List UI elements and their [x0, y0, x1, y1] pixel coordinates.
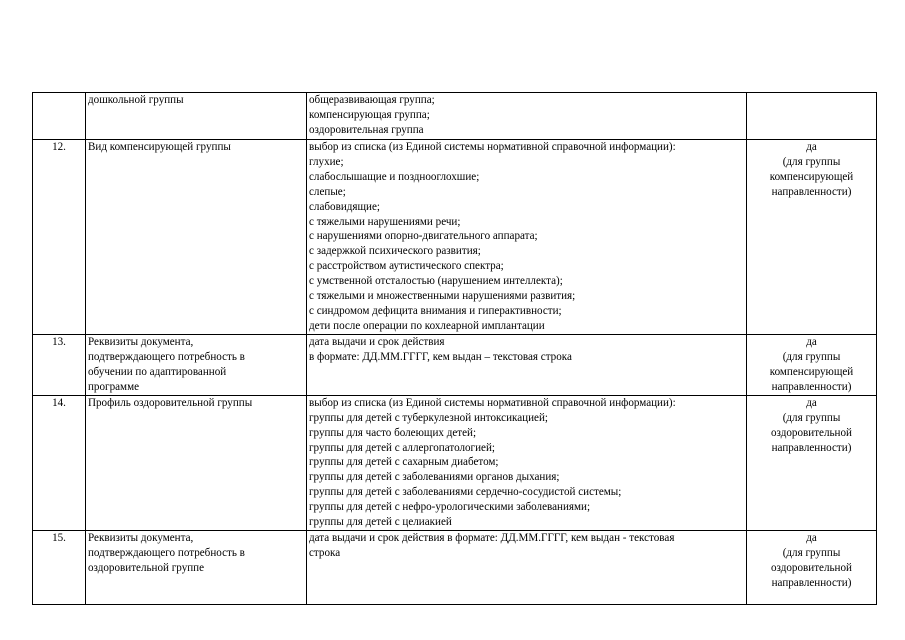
field-required-line: направленности) — [771, 576, 852, 589]
field-required-cell — [747, 334, 877, 395]
field-format-line: слабослышащие и позднооглохшие; — [309, 170, 480, 183]
table-row — [33, 395, 877, 530]
field-format-cell — [307, 530, 747, 604]
field-format-cell — [307, 334, 747, 395]
field-format-line: дата выдачи и срок действия — [309, 335, 445, 348]
field-format-line: группы для детей с целиакией — [309, 516, 452, 529]
field-format-line: с синдромом дефицита внимания и гиперактивности; — [309, 304, 562, 317]
field-name-line: Реквизиты документа, — [88, 531, 194, 544]
field-format-line: слепые; — [309, 185, 346, 198]
field-format-line: выбор из списка (из Единой системы нормативной справочной информации): — [309, 396, 676, 409]
field-format-line: дата выдачи и срок действия в формате: ДД.ММ.ГГГГ, кем выдан - текстовая — [309, 531, 675, 544]
row-number: 13. — [52, 335, 66, 348]
field-required-cell — [747, 395, 877, 530]
table-row — [33, 140, 877, 335]
field-required-cell — [747, 93, 877, 140]
field-format-line: с тяжелыми нарушениями речи; — [309, 215, 461, 228]
row-number-cell — [33, 93, 86, 140]
field-format-line: в формате: ДД.ММ.ГГГГ, кем выдан – текстовая строка — [309, 350, 572, 363]
field-format-cell — [307, 140, 747, 335]
field-format-line: строка — [309, 546, 341, 559]
field-format-cell — [307, 93, 747, 140]
field-format-line: с тяжелыми и множественными нарушениями развития; — [309, 290, 576, 303]
field-name-cell — [86, 395, 307, 530]
field-name-line: оздоровительной группе — [88, 561, 205, 574]
field-required-line: да — [806, 335, 817, 348]
field-format-cell — [307, 395, 747, 530]
field-format-line: группы для детей с нефро-урологическими заболеваниями; — [309, 501, 591, 514]
table-body — [33, 93, 877, 605]
field-required-line: да — [806, 396, 817, 409]
field-name-cell — [86, 334, 307, 395]
field-format-line: глухие; — [309, 155, 344, 168]
row-number-cell — [33, 140, 86, 335]
field-name-line: Профиль оздоровительной группы — [88, 396, 253, 409]
field-format-line: группы для детей с аллергопатологией; — [309, 441, 495, 454]
row-number-cell — [33, 334, 86, 395]
field-name-line: подтверждающего потребность в — [88, 350, 245, 363]
row-number: 14. — [52, 396, 66, 409]
field-format-line: группы для детей с туберкулезной интоксикацией; — [309, 411, 548, 424]
field-required-cell — [747, 530, 877, 604]
row-number: 12. — [52, 141, 66, 153]
table-row — [33, 93, 877, 140]
field-name-line: обучении по адаптированной — [88, 365, 227, 378]
row-number-cell — [33, 395, 86, 530]
field-required-line: (для группы — [782, 155, 841, 168]
table-row — [33, 530, 877, 604]
field-required-line: да — [806, 141, 817, 153]
field-format-line: выбор из списка (из Единой системы нормативной справочной информации): — [309, 141, 676, 153]
field-format-line: дети после операции по кохлеарной имплантации — [309, 319, 545, 332]
field-name-line: Реквизиты документа, — [88, 335, 194, 348]
field-format-line: группы для часто болеющих детей; — [309, 426, 477, 439]
field-required-line: компенсирующей — [769, 170, 854, 183]
row-number: 15. — [52, 531, 66, 544]
field-name-line: программе — [88, 380, 140, 393]
field-format-line: слабовидящие; — [309, 200, 380, 213]
field-format-line: общеразвивающая группа; — [309, 94, 435, 106]
field-required-line: компенсирующей — [769, 365, 854, 378]
table-row — [33, 334, 877, 395]
document-table — [32, 92, 877, 605]
field-format-line: группы для детей с заболеваниями сердечно-сосудистой системы; — [309, 486, 622, 499]
row-number-cell — [33, 530, 86, 604]
field-format-line: оздоровительная группа — [309, 123, 424, 136]
field-format-line: с умственной отсталостью (нарушением интеллекта); — [309, 275, 563, 288]
field-required-line: да — [806, 531, 817, 544]
field-name-line: подтверждающего потребность в — [88, 546, 245, 559]
field-format-line: с расстройством аутистического спектра; — [309, 260, 504, 273]
field-required-line: направленности) — [771, 441, 852, 454]
field-format-line: с задержкой психического развития; — [309, 245, 481, 258]
field-name-cell — [86, 93, 307, 140]
field-required-line: оздоровительной — [771, 561, 852, 574]
field-required-line: направленности) — [771, 185, 852, 198]
field-name-line: Вид компенсирующей группы — [88, 141, 231, 153]
field-format-line: группы для детей с сахарным диабетом; — [309, 456, 499, 469]
field-format-line: компенсирующая группа; — [309, 108, 430, 121]
field-required-cell — [747, 140, 877, 335]
field-required-line: (для группы — [782, 546, 841, 559]
field-format-line: с нарушениями опорно-двигательного аппарата; — [309, 230, 538, 243]
field-name-cell — [86, 140, 307, 335]
field-format-line: группы для детей с заболеваниями органов дыхания; — [309, 471, 560, 484]
field-required-line: (для группы — [782, 411, 841, 424]
field-required-line: направленности) — [771, 380, 852, 393]
field-name-cell — [86, 530, 307, 604]
field-name-line: дошкольной группы — [88, 94, 184, 106]
field-required-line: оздоровительной — [771, 426, 852, 439]
field-required-line: (для группы — [782, 350, 841, 363]
